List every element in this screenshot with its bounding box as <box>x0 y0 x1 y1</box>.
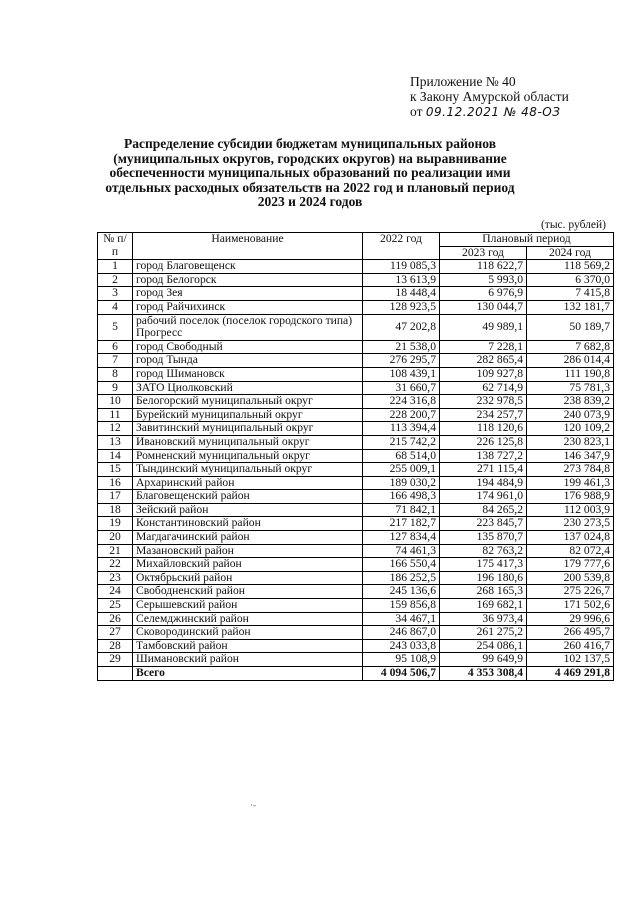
row-2024: 176 988,9 <box>527 490 614 504</box>
row-2023: 118 622,7 <box>440 260 527 274</box>
row-name: Зейский район <box>133 503 363 517</box>
table-row <box>98 653 614 667</box>
row-2023: 130 044,7 <box>440 300 527 314</box>
row-2024: 137 024,8 <box>527 531 614 545</box>
row-2024: 82 072,4 <box>527 544 614 558</box>
table-row <box>98 273 614 287</box>
row-2023: 268 165,3 <box>440 585 527 599</box>
row-name: рабочий поселок (поселок городского типа) Прогресс <box>133 314 363 340</box>
appendix-number: Приложение № 40 <box>410 74 516 89</box>
row-2024: 132 181,7 <box>527 300 614 314</box>
table-row <box>98 314 614 340</box>
subsidy-table <box>97 232 614 681</box>
row-name: Михайловский район <box>133 558 363 572</box>
appendix-date-line <box>410 104 569 120</box>
row-2024: 179 777,6 <box>527 558 614 572</box>
table-row <box>98 599 614 613</box>
row-2022: 113 394,4 <box>363 422 440 436</box>
scan-mark: ·- <box>250 800 256 810</box>
row-name: Магдагачинский район <box>133 531 363 545</box>
row-2022: 127 834,4 <box>363 531 440 545</box>
row-name: Серышевский район <box>133 599 363 613</box>
row-number: 8 <box>98 367 133 381</box>
row-2022: 31 660,7 <box>363 381 440 395</box>
row-2024: 238 839,2 <box>527 395 614 409</box>
row-2022: 68 514,0 <box>363 449 440 463</box>
row-name: Завитинский муниципальный округ <box>133 422 363 436</box>
row-name: Белогорский муниципальный округ <box>133 395 363 409</box>
row-2022: 215 742,2 <box>363 435 440 449</box>
table-row <box>98 300 614 314</box>
appendix-header <box>410 74 569 120</box>
row-2022: 243 033,8 <box>363 639 440 653</box>
row-name: город Свободный <box>133 340 363 354</box>
row-name: Шимановский район <box>133 653 363 667</box>
row-number: 5 <box>98 314 133 340</box>
row-name: Селемджинский район <box>133 612 363 626</box>
row-name: город Благовещенск <box>133 260 363 274</box>
row-number: 25 <box>98 599 133 613</box>
row-2023: 36 973,4 <box>440 612 527 626</box>
total-2024: 4 469 291,8 <box>527 667 614 681</box>
row-name: Архаринский район <box>133 476 363 490</box>
row-name: город Зея <box>133 287 363 301</box>
row-number: 2 <box>98 273 133 287</box>
table-row <box>98 585 614 599</box>
row-2022: 34 467,1 <box>363 612 440 626</box>
row-2023: 99 649,9 <box>440 653 527 667</box>
row-2024: 199 461,3 <box>527 476 614 490</box>
table-row <box>98 531 614 545</box>
row-2022: 13 613,9 <box>363 273 440 287</box>
row-2022: 245 136,6 <box>363 585 440 599</box>
row-2022: 189 030,2 <box>363 476 440 490</box>
units-label: (тыс. рублей) <box>540 219 606 231</box>
row-2023: 196 180,6 <box>440 571 527 585</box>
row-2022: 108 439,1 <box>363 367 440 381</box>
row-number: 15 <box>98 463 133 477</box>
header-num: № п/п <box>98 233 133 260</box>
appendix-handwritten-date: 09.12.2021 № 48-ОЗ <box>425 105 561 119</box>
row-name: Октябрьский район <box>133 571 363 585</box>
row-number: 10 <box>98 395 133 409</box>
row-name: Ромненский муниципальный округ <box>133 449 363 463</box>
table-row <box>98 435 614 449</box>
row-name: Константиновский район <box>133 517 363 531</box>
row-2022: 159 856,8 <box>363 599 440 613</box>
header-2024: 2024 год <box>527 246 614 260</box>
row-2022: 246 867,0 <box>363 626 440 640</box>
row-2023: 194 484,9 <box>440 476 527 490</box>
row-2024: 7 415,8 <box>527 287 614 301</box>
row-2023: 223 845,7 <box>440 517 527 531</box>
row-number: 21 <box>98 544 133 558</box>
row-name: Тамбовский район <box>133 639 363 653</box>
row-number: 20 <box>98 531 133 545</box>
row-name: Свободненский район <box>133 585 363 599</box>
document-title: Распределение субсидии бюджетам муниципальных районов (муниципальных округов, городских округов) на выравнивание обеспеченности муниципальных образований по реализации ими отдельных расходных обязательств на 2022 год и плановый период 2023 и 2024 годов <box>105 136 515 209</box>
row-2024: 112 003,9 <box>527 503 614 517</box>
row-2024: 120 109,2 <box>527 422 614 436</box>
row-number: 13 <box>98 435 133 449</box>
row-2023: 282 865,4 <box>440 354 527 368</box>
row-number: 19 <box>98 517 133 531</box>
row-number: 23 <box>98 571 133 585</box>
row-2023: 135 870,7 <box>440 531 527 545</box>
row-number: 24 <box>98 585 133 599</box>
row-number: 12 <box>98 422 133 436</box>
row-2023: 62 714,9 <box>440 381 527 395</box>
row-number: 9 <box>98 381 133 395</box>
row-2022: 71 842,1 <box>363 503 440 517</box>
table-row <box>98 395 614 409</box>
row-number: 3 <box>98 287 133 301</box>
row-2024: 240 073,9 <box>527 408 614 422</box>
row-2022: 21 538,0 <box>363 340 440 354</box>
row-number: 11 <box>98 408 133 422</box>
row-number: 16 <box>98 476 133 490</box>
row-name: Бурейский муниципальный округ <box>133 408 363 422</box>
row-number: 22 <box>98 558 133 572</box>
row-2022: 255 009,1 <box>363 463 440 477</box>
row-2022: 224 316,8 <box>363 395 440 409</box>
table-row <box>98 260 614 274</box>
row-number: 28 <box>98 639 133 653</box>
table-row <box>98 422 614 436</box>
table-row <box>98 381 614 395</box>
row-2023: 232 978,5 <box>440 395 527 409</box>
row-2024: 286 014,4 <box>527 354 614 368</box>
table-row <box>98 408 614 422</box>
table-row <box>98 626 614 640</box>
row-name: ЗАТО Циолковский <box>133 381 363 395</box>
row-2022: 276 295,7 <box>363 354 440 368</box>
row-name: город Белогорск <box>133 273 363 287</box>
table-row <box>98 287 614 301</box>
total-row <box>98 667 614 681</box>
row-2023: 84 265,2 <box>440 503 527 517</box>
row-2023: 175 417,3 <box>440 558 527 572</box>
table-row <box>98 639 614 653</box>
row-2024: 260 416,7 <box>527 639 614 653</box>
table-row <box>98 517 614 531</box>
row-name: Мазановский район <box>133 544 363 558</box>
table-row <box>98 476 614 490</box>
header-2022: 2022 год <box>363 233 440 260</box>
row-2022: 166 498,3 <box>363 490 440 504</box>
row-2024: 273 784,8 <box>527 463 614 477</box>
row-2022: 18 448,4 <box>363 287 440 301</box>
header-name: Наименование <box>133 233 363 260</box>
row-2023: 7 228,1 <box>440 340 527 354</box>
row-2024: 50 189,7 <box>527 314 614 340</box>
row-2024: 75 781,3 <box>527 381 614 395</box>
row-number: 6 <box>98 340 133 354</box>
row-2022: 166 550,4 <box>363 558 440 572</box>
row-name: Ивановский муниципальный округ <box>133 435 363 449</box>
row-number: 26 <box>98 612 133 626</box>
row-number: 14 <box>98 449 133 463</box>
row-number: 7 <box>98 354 133 368</box>
table-row <box>98 354 614 368</box>
row-number: 4 <box>98 300 133 314</box>
table-row <box>98 463 614 477</box>
table-row <box>98 449 614 463</box>
table-row <box>98 490 614 504</box>
row-2022: 74 461,3 <box>363 544 440 558</box>
table-row <box>98 571 614 585</box>
row-2023: 169 682,1 <box>440 599 527 613</box>
row-2024: 146 347,9 <box>527 449 614 463</box>
row-2023: 6 976,9 <box>440 287 527 301</box>
row-2023: 5 993,0 <box>440 273 527 287</box>
appendix-date-prefix: от <box>410 104 423 119</box>
total-2023: 4 353 308,4 <box>440 667 527 681</box>
row-2023: 226 125,8 <box>440 435 527 449</box>
row-name: город Тында <box>133 354 363 368</box>
row-2024: 266 495,7 <box>527 626 614 640</box>
appendix-law: к Закону Амурской области <box>410 89 569 104</box>
row-2024: 171 502,6 <box>527 599 614 613</box>
row-number: 27 <box>98 626 133 640</box>
row-2024: 102 137,5 <box>527 653 614 667</box>
row-2023: 234 257,7 <box>440 408 527 422</box>
row-2024: 200 539,8 <box>527 571 614 585</box>
table-row <box>98 340 614 354</box>
row-number: 1 <box>98 260 133 274</box>
table-row <box>98 544 614 558</box>
row-2023: 261 275,2 <box>440 626 527 640</box>
row-2023: 138 727,2 <box>440 449 527 463</box>
row-2023: 118 120,6 <box>440 422 527 436</box>
table-row <box>98 367 614 381</box>
row-2022: 186 252,5 <box>363 571 440 585</box>
row-2024: 7 682,8 <box>527 340 614 354</box>
total-number <box>98 667 133 681</box>
table-row <box>98 558 614 572</box>
total-label: Всего <box>133 667 363 681</box>
row-2024: 230 823,1 <box>527 435 614 449</box>
header-planned: Плановый период <box>440 233 614 247</box>
row-2024: 29 996,6 <box>527 612 614 626</box>
total-2022: 4 094 506,7 <box>363 667 440 681</box>
row-2022: 217 182,7 <box>363 517 440 531</box>
row-2024: 230 273,5 <box>527 517 614 531</box>
row-2023: 82 763,2 <box>440 544 527 558</box>
row-2023: 271 115,4 <box>440 463 527 477</box>
row-2022: 119 085,3 <box>363 260 440 274</box>
row-name: Тындинский муниципальный округ <box>133 463 363 477</box>
row-2022: 47 202,8 <box>363 314 440 340</box>
row-name: Благовещенский район <box>133 490 363 504</box>
table-row <box>98 612 614 626</box>
table-body <box>98 260 614 680</box>
row-2024: 275 226,7 <box>527 585 614 599</box>
row-2023: 109 927,8 <box>440 367 527 381</box>
row-2022: 228 200,7 <box>363 408 440 422</box>
row-name: город Райчихинск <box>133 300 363 314</box>
row-2023: 254 086,1 <box>440 639 527 653</box>
row-name: Сковородинский район <box>133 626 363 640</box>
row-2024: 111 190,8 <box>527 367 614 381</box>
header-2023: 2023 год <box>440 246 527 260</box>
row-2022: 95 108,9 <box>363 653 440 667</box>
row-2023: 174 961,0 <box>440 490 527 504</box>
row-name: город Шимановск <box>133 367 363 381</box>
row-2023: 49 989,1 <box>440 314 527 340</box>
row-number: 18 <box>98 503 133 517</box>
row-2022: 128 923,5 <box>363 300 440 314</box>
row-2024: 118 569,2 <box>527 260 614 274</box>
row-2024: 6 370,0 <box>527 273 614 287</box>
table-row <box>98 503 614 517</box>
row-number: 17 <box>98 490 133 504</box>
row-number: 29 <box>98 653 133 667</box>
